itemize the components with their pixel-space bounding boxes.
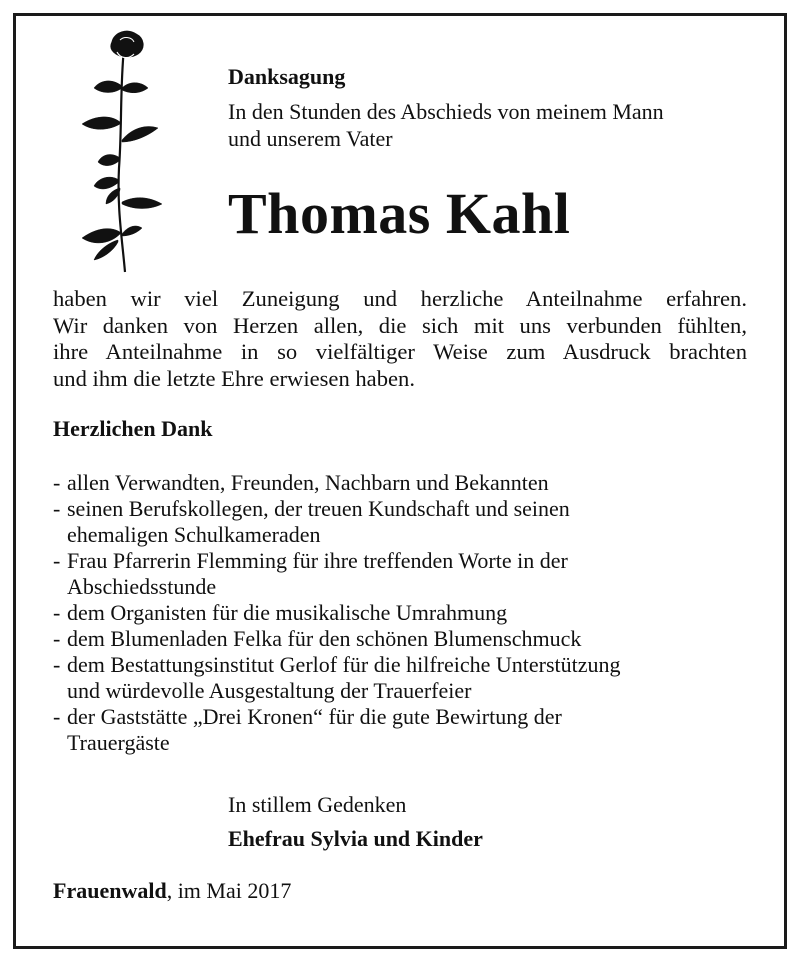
thanks-paragraph (53, 286, 747, 392)
deceased-name: Thomas Kahl (228, 181, 571, 246)
list-item-text: ehemaligen Schulkameraden (67, 522, 321, 547)
list-item-text: seinen Berufskollegen, der treuen Kundschaft und seinen (67, 496, 570, 521)
date-text: , im Mai 2017 (166, 878, 292, 903)
list-dash: - (53, 600, 61, 625)
list-dash: - (53, 704, 61, 729)
list-item-text: Frau Pfarrerin Flemming für ihre treffenden Worte in der (67, 548, 568, 573)
list-item-text: Trauergäste (67, 730, 170, 755)
list-dash: - (53, 652, 61, 677)
list-item (53, 626, 621, 652)
paragraph-line: haben wir viel Zuneigung und herzliche Anteilnahme erfahren. (53, 286, 747, 311)
list-item-text: dem Bestattungsinstitut Gerlof für die hilfreiche Unterstützung (67, 652, 621, 677)
thanks-heading: Herzlichen Dank (53, 416, 213, 441)
rose-icon (72, 28, 172, 274)
list-item (53, 600, 621, 626)
list-item-text: und würdevolle Ausgestaltung der Trauerfeier (67, 678, 472, 703)
list-item-text: der Gaststätte „Drei Kronen“ für die gute Bewirtung der (67, 704, 562, 729)
list-dash: - (53, 626, 61, 651)
paragraph-line: ihre Anteilnahme in so vielfältiger Weise zum Ausdruck brachten (53, 339, 747, 364)
place-name: Frauenwald (53, 878, 167, 903)
paragraph-line: und ihm die letzte Ehre erwiesen haben. (53, 365, 415, 391)
list-item-text: dem Organisten für die musikalische Umrahmung (67, 600, 508, 625)
list-item-text: Abschiedsstunde (67, 574, 217, 599)
memorial-line: In stillem Gedenken (228, 792, 407, 817)
list-item (53, 652, 621, 704)
list-dash: - (53, 470, 61, 495)
list-item-text: dem Blumenladen Felka für den schönen Blumenschmuck (67, 626, 582, 651)
list-item (53, 704, 621, 756)
list-item-text: allen Verwandten, Freunden, Nachbarn und Bekannten (67, 470, 549, 495)
list-dash: - (53, 548, 61, 573)
place-date (53, 878, 291, 904)
notice-heading: Danksagung (228, 64, 346, 89)
list-dash: - (53, 496, 61, 521)
signature: Ehefrau Sylvia und Kinder (228, 826, 483, 851)
list-item (53, 470, 621, 496)
list-item (53, 548, 621, 600)
thanks-list (53, 470, 621, 756)
intro-line: und unserem Vater (228, 126, 393, 151)
intro-line: In den Stunden des Abschieds von meinem Mann (228, 99, 664, 124)
list-item (53, 496, 621, 548)
paragraph-line: Wir danken von Herzen allen, die sich mit uns verbunden fühlten, (53, 312, 747, 338)
